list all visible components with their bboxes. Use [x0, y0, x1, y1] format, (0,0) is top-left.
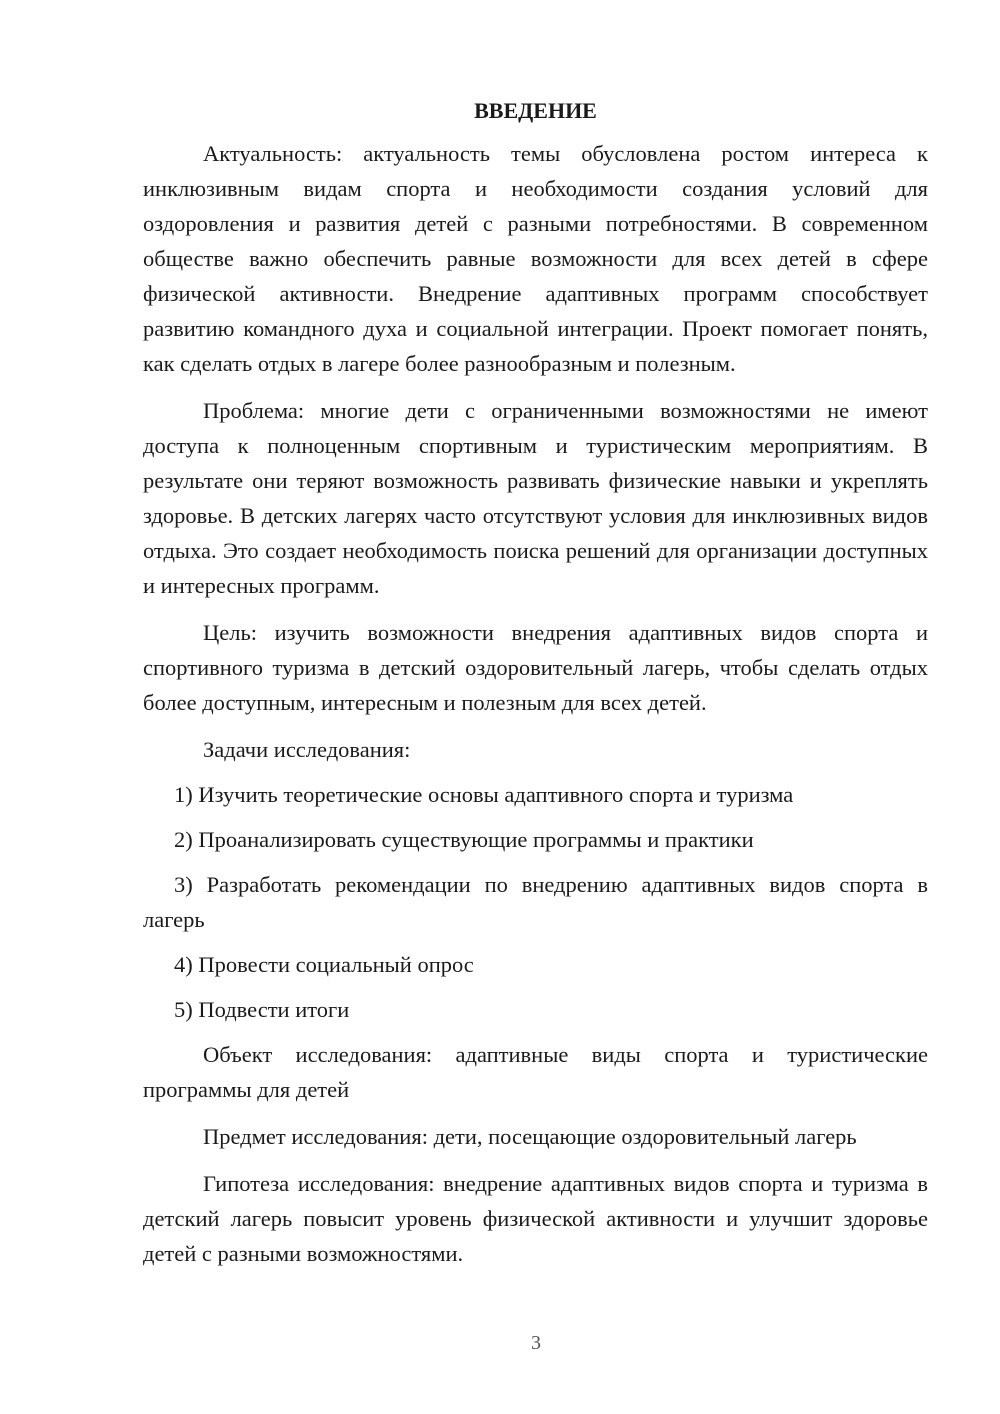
goal-paragraph: Цель: изучить возможности внедрения адаптивных видов спорта и спортивного туризма в детский оздоровительный лагерь, чтобы сделать отдых более доступным, интересным и полезным для всех детей.: [143, 620, 928, 715]
task-item: 5) Подвести итоги: [174, 997, 350, 1022]
tasks-heading: Задачи исследования:: [203, 737, 411, 762]
task-item: 3) Разработать рекомендации по внедрению адаптивных видов спорта в лагерь: [143, 872, 928, 932]
object-paragraph: Объект исследования: адаптивные виды спорта и туристические программы для детей: [143, 1042, 928, 1102]
page-number: 3: [531, 1332, 541, 1354]
hypothesis-paragraph: Гипотеза исследования: внедрение адаптивных видов спорта и туризма в детский лагерь повысит уровень физической активности и улучшит здоровье детей с разными возможностями.: [143, 1171, 928, 1266]
relevance-paragraph: Актуальность: актуальность темы обусловлена ростом интереса к инклюзивным видам спорта и необходимости создания условий для оздоровления и развития детей с разными потребностями. В современном обществе важно обеспечить равные возможности для всех детей в сфере физической активности. Внедрение адаптивных программ способствует развитию командного духа и социальной интеграции. Проект помогает понять, как сделать отдых в лагере более разнообразным и полезным.: [143, 141, 928, 376]
page-title: ВВЕДЕНИЕ: [474, 98, 597, 123]
document-page: [143, 96, 928, 1283]
subject-paragraph: Предмет исследования: дети, посещающие оздоровительный лагерь: [203, 1124, 857, 1149]
task-item: 4) Провести социальный опрос: [174, 952, 474, 977]
task-item: 1) Изучить теоретические основы адаптивного спорта и туризма: [174, 782, 794, 807]
problem-paragraph: Проблема: многие дети с ограниченными возможностями не имеют доступа к полноценным спортивным и туристическим мероприятиям. В результате они теряют возможность развивать физические навыки и укреплять здоровье. В детских лагерях часто отсутствуют условия для инклюзивных видов отдыха. Это создает необходимость поиска решений для организации доступных и интересных программ.: [143, 398, 928, 598]
task-item: 2) Проанализировать существующие программы и практики: [174, 827, 754, 852]
